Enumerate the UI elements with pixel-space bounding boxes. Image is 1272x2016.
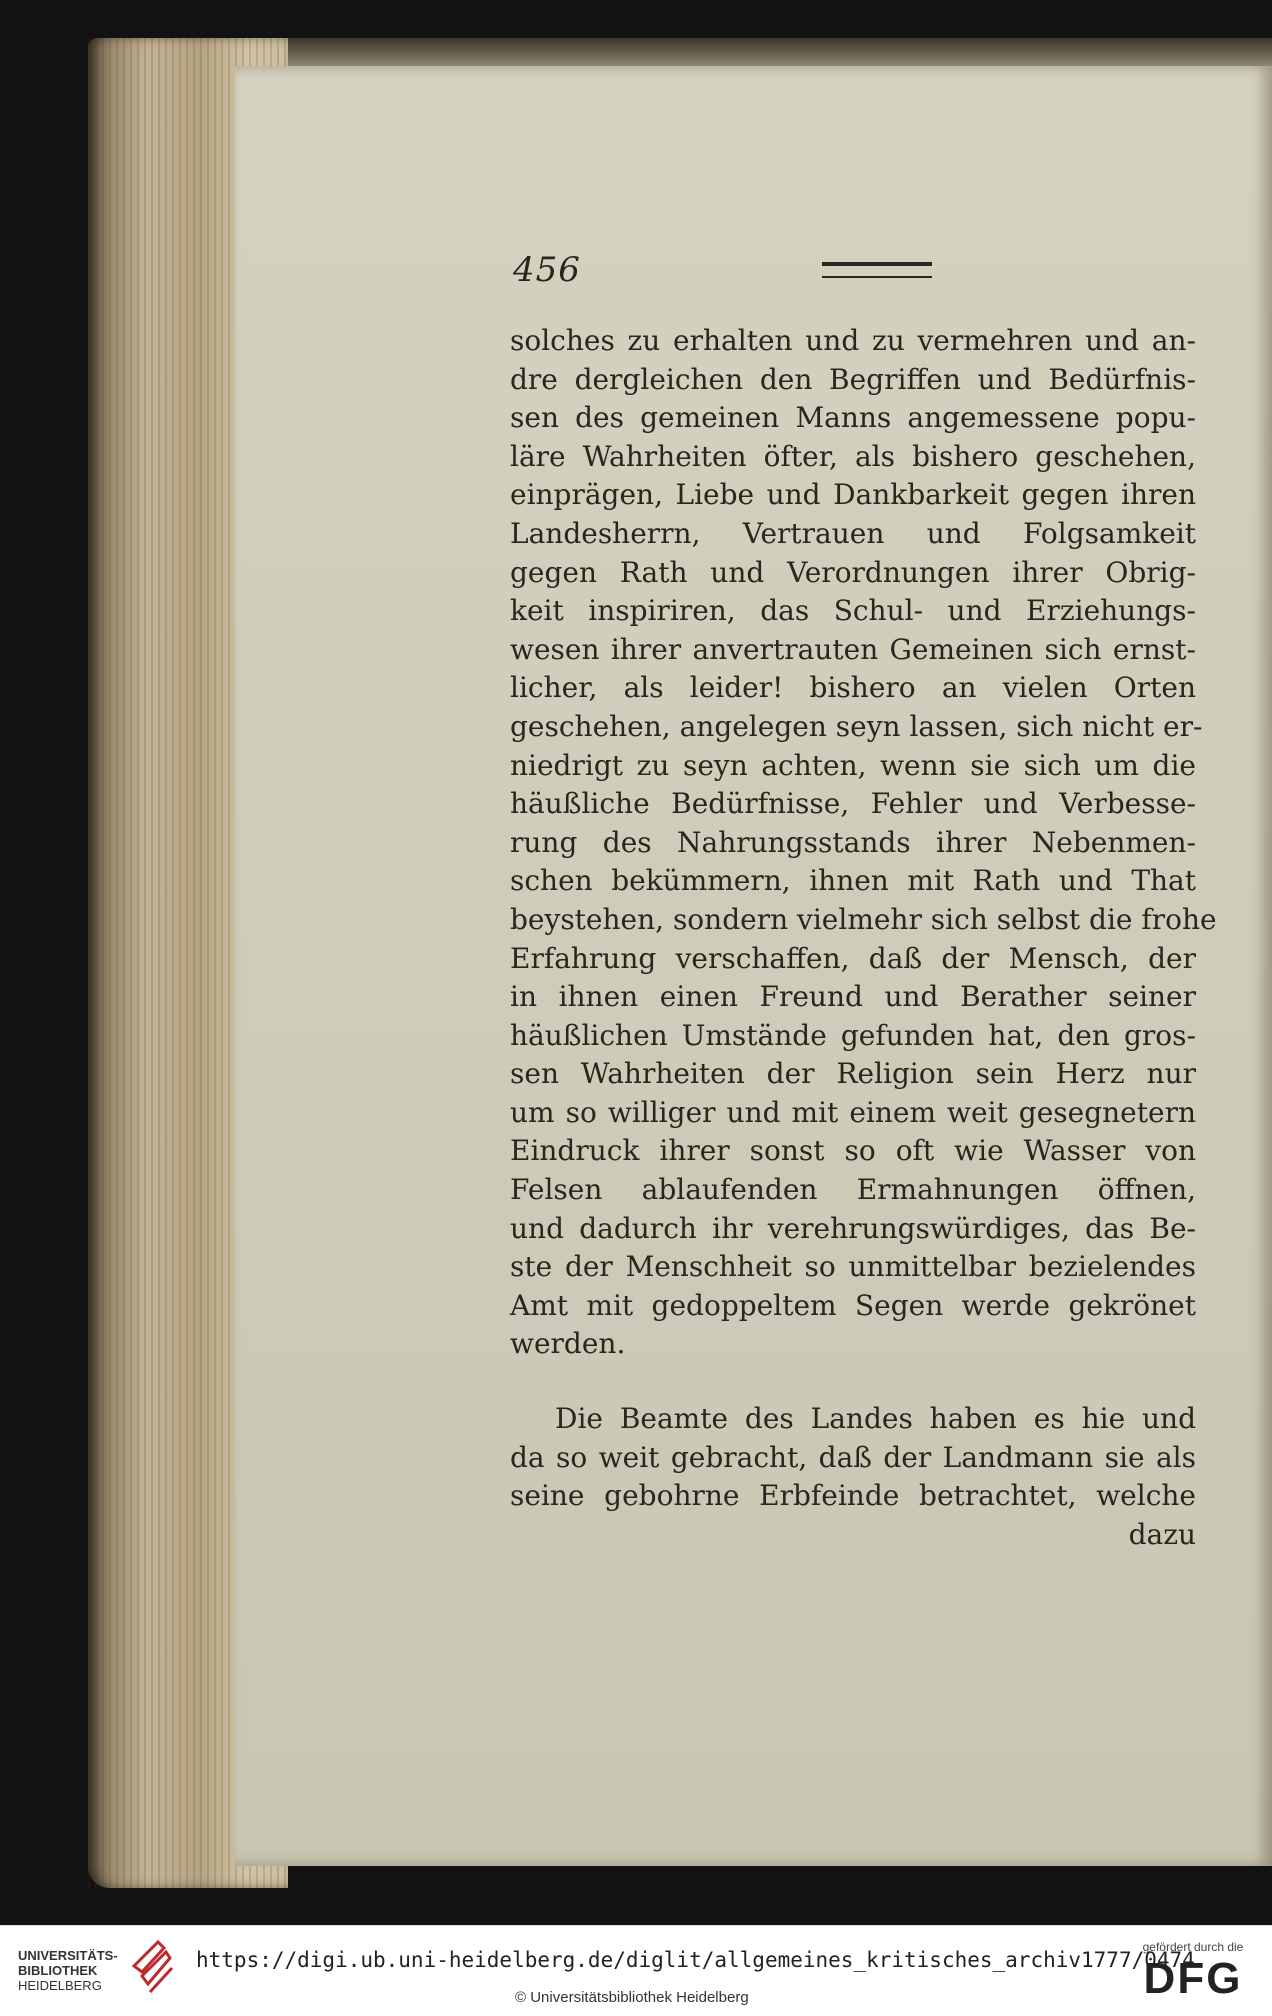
text-line: da so weit gebracht, daß der Landmann sie als — [510, 1440, 1196, 1474]
text-line: gegen Rath und Verordnungen ihrer Obrig- — [510, 555, 1196, 589]
dfg-funding-logo[interactable] — [1128, 1940, 1258, 2010]
text-line: wesen ihrer anvertrauten Gemeinen sich ernst- — [510, 632, 1196, 666]
text-line: seine gebohrne Erbfeinde betrachtet, welche — [510, 1479, 1196, 1513]
text-line: ste der Menschheit so unmittelbar bezielendes — [510, 1250, 1196, 1284]
text-line: Die Beamte des Landes haben es hie und — [555, 1402, 1196, 1436]
text-line: einprägen, Liebe und Dankbarkeit gegen ihren — [510, 478, 1196, 512]
text-line: häußlichen Umstände gefunden hat, den gros- — [510, 1018, 1196, 1052]
library-logo-line3: HEIDELBERG — [18, 1978, 102, 1993]
text-line: schen bekümmern, ihnen mit Rath und That — [510, 864, 1196, 898]
viewer-footer — [0, 1925, 1272, 2016]
permalink-url[interactable]: https://digi.ub.uni-heidelberg.de/diglit/allgemeines_kritisches_archiv1777/0474 — [196, 1948, 1195, 1972]
text-line: solches zu erhalten und zu vermehren und an- — [510, 324, 1196, 357]
dfg-logo-text: DFG — [1143, 1954, 1243, 2003]
copyright-text: © Universitätsbibliothek Heidelberg — [515, 1989, 749, 2006]
funding-note: gefördert durch die — [1142, 1940, 1244, 1954]
text-line: rung des Nahrungsstands ihrer Nebenmen- — [510, 825, 1196, 859]
text-line: läre Wahrheiten öfter, als bishero geschehen, — [510, 439, 1196, 473]
body-text — [510, 322, 1217, 1554]
text-line: dre dergleichen den Begriffen und Bedürfnis- — [510, 362, 1196, 396]
text-line: licher, als leider! bishero an vielen Orten — [510, 671, 1196, 705]
page-number: 456 — [513, 250, 581, 290]
text-line: um so williger und mit einem weit gesegnetern — [510, 1095, 1196, 1129]
text-line: häußliche Bedürfnisse, Fehler und Verbesse- — [510, 787, 1196, 821]
library-logo-line2: BIBLIOTHEK — [18, 1963, 98, 1978]
text-line: Erfahrung verschaffen, daß der Mensch, der — [510, 941, 1196, 975]
text-line: und dadurch ihr verehrungswürdiges, das Be- — [510, 1211, 1196, 1245]
catchword: dazu — [1128, 1517, 1196, 1551]
text-line: keit inspiriren, das Schul- und Erziehungs- — [510, 594, 1196, 628]
text-line: werden. — [510, 1327, 626, 1361]
text-line: niedrigt zu seyn achten, wenn sie sich um die — [510, 748, 1196, 782]
library-logo-line1: UNIVERSITÄTS- — [18, 1948, 118, 1963]
text-line: in ihnen einen Freund und Berather seiner — [510, 980, 1196, 1014]
text-line: sen des gemeinen Manns angemessene popu- — [510, 401, 1196, 435]
paragraph-gap — [510, 1364, 1196, 1400]
text-line: beystehen, sondern vielmehr sich selbst die frohe — [510, 902, 1217, 936]
text-line: sen Wahrheiten der Religion sein Herz nur — [510, 1057, 1196, 1091]
header-rule — [822, 262, 932, 278]
text-line: geschehen, angelegen seyn lassen, sich nicht er- — [510, 709, 1203, 743]
text-line: Amt mit gedoppeltem Segen werde gekrönet — [510, 1288, 1196, 1322]
text-line: Landesherrn, Vertrauen und Folgsamkeit — [510, 516, 1196, 550]
text-line: Eindruck ihrer sonst so oft wie Wasser von — [510, 1134, 1196, 1168]
library-emblem-icon — [128, 1936, 176, 1998]
text-line: Felsen ablaufenden Ermahnungen öffnen, — [510, 1173, 1196, 1207]
